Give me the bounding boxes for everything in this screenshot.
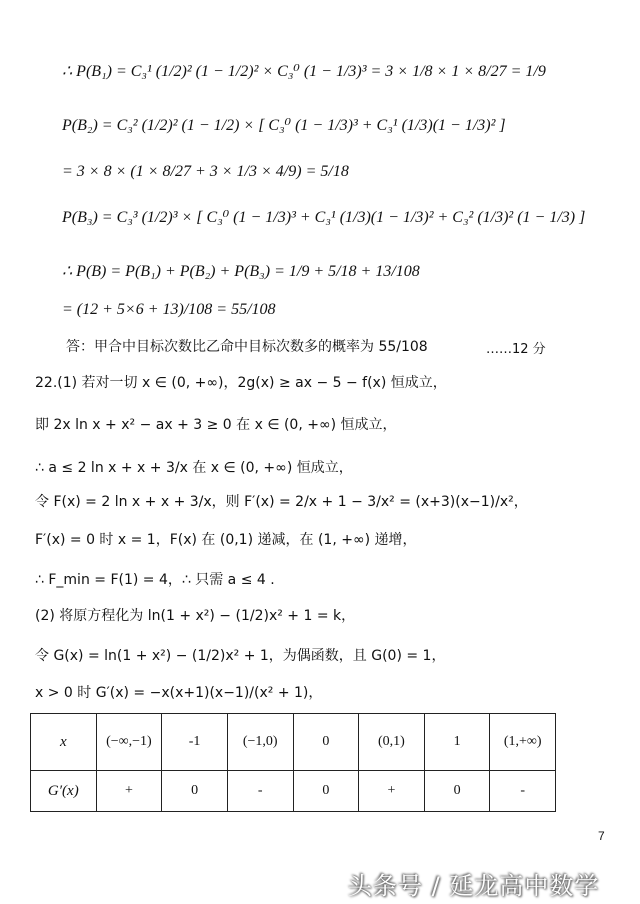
math-text: P(B₂) = C₃² (1/2)² (1 − 1/2) × [ C₃⁰ (1 − 1/3)³ + C₃¹ (1/3)(1 − 1/3)² ]: [62, 117, 506, 134]
table-cell: (1,+∞): [490, 714, 556, 771]
table-cell: G′(x): [31, 771, 97, 812]
q22-step5: [35, 570, 275, 590]
step-text: 令 F(x) = 2 ln x + x + 3/x，则 F′(x) = 2/x + 1 − 3/x² = (x+3)(x−1)/x²，: [35, 494, 528, 510]
table-cell: -: [490, 771, 556, 812]
score-mark: [486, 340, 546, 360]
step-text: F′(x) = 0 时 x = 1，F(x) 在 (0,1) 递减，在 (1, +∞) 递增，: [35, 532, 417, 548]
eq-pb1: [62, 62, 546, 82]
math-text: = (12 + 5×6 + 13)/108 = 55/108: [62, 301, 276, 318]
eq-pb-result: [62, 300, 276, 320]
score-text: ……12 分: [486, 342, 546, 357]
table-row: [31, 771, 556, 812]
watermark: 头条号 / 延龙高中数学: [348, 872, 600, 900]
q22-step3: [35, 492, 528, 512]
question-text: (2) 将原方程化为 ln(1 + x²) − (1/2)x² + 1 = k，: [35, 608, 356, 624]
step-text: 即 2x ln x + x² − ax + 3 ≥ 0 在 x ∈ (0, +∞) 恒成立，: [35, 417, 397, 433]
monotonicity-table: [30, 713, 556, 812]
question-text: 22.(1) 若对一切 x ∈ (0, +∞)，2g(x) ≥ ax − 5 − f(x) 恒成立，: [35, 375, 447, 391]
eq-pb3: [62, 208, 585, 228]
math-text: = 3 × 8 × (1 × 8/27 + 3 × 1/3 × 4/9) = 5/18: [62, 163, 349, 180]
q22-part2: [35, 606, 355, 626]
table-cell: (−1,0): [227, 714, 293, 771]
step-text: x > 0 时 G′(x) = −x(x+1)(x−1)/(x² + 1)，: [35, 685, 323, 701]
eq-pb2: [62, 116, 506, 136]
q22-step7: [35, 683, 322, 703]
math-text: P(B₃) = C₃³ (1/2)³ × [ C₃⁰ (1 − 1/3)³ + C₃¹ (1/3)(1 − 1/3)² + C₃² (1/3)² (1 − 1/3) ]: [62, 209, 586, 226]
math-text: ∴ P(B₁) = C₃¹ (1/2)² (1 − 1/2)² × C₃⁰ (1 − 1/3)³ = 3 × 1/8 × 1 × 8/27 = 1/9: [62, 63, 546, 80]
table-cell: 0: [424, 771, 490, 812]
table-cell: -: [227, 771, 293, 812]
q22-part1: [35, 373, 447, 393]
q22-step2: [35, 458, 353, 478]
q22-step1: [35, 415, 397, 435]
answer-label: 答：甲合中目标次数比乙命中目标次数多的概率为 55/108: [66, 339, 428, 355]
table-cell: 1: [424, 714, 490, 771]
table-cell: (0,1): [359, 714, 425, 771]
math-text: ∴ P(B) = P(B₁) + P(B₂) + P(B₃) = 1/9 + 5/18 + 13/108: [62, 263, 420, 280]
table-cell: 0: [293, 771, 359, 812]
page-number: 7: [598, 829, 605, 843]
table-cell: 0: [293, 714, 359, 771]
q22-step6: [35, 646, 445, 666]
table-cell: +: [96, 771, 162, 812]
q22-step4: [35, 530, 417, 550]
table-cell: -1: [162, 714, 228, 771]
step-text: 令 G(x) = ln(1 + x²) − (1/2)x² + 1，为偶函数，且 G(0) = 1，: [35, 648, 446, 664]
step-text: ∴ a ≤ 2 ln x + x + 3/x 在 x ∈ (0, +∞) 恒成立，: [35, 460, 353, 476]
step-text: ∴ F_min = F(1) = 4，∴ 只需 a ≤ 4 .: [35, 572, 275, 588]
table-cell: (−∞,−1): [96, 714, 162, 771]
answer-text: [66, 337, 428, 357]
table-cell: x: [31, 714, 97, 771]
table-row: [31, 714, 556, 771]
eq-pb-sum: [62, 262, 420, 282]
table-cell: +: [359, 771, 425, 812]
eq-pb2-value: [62, 162, 349, 182]
table-cell: 0: [162, 771, 228, 812]
